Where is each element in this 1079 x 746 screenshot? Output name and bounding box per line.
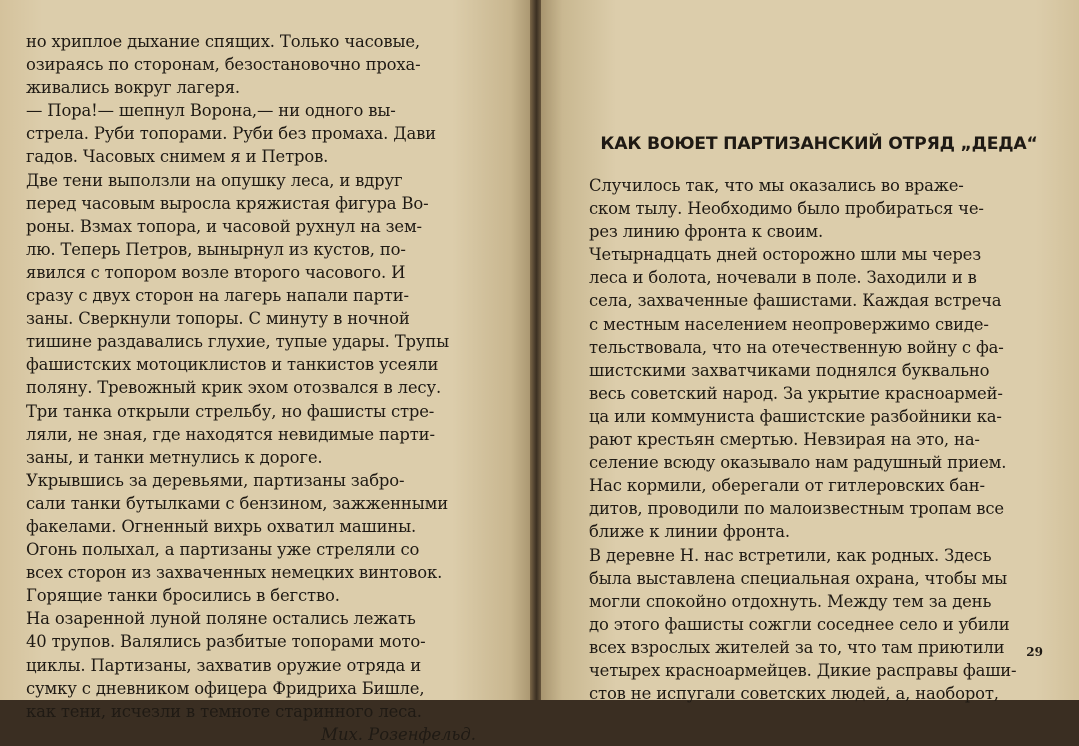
left-paragraph-4: Укрывшись за деревьями, партизаны забро- сали танки бутылками с бензином, зажженными факелами. Огненный вихрь охватил машины. Огонь полыхал, а партизаны уже стреляли со всех сторон из захваченных немецких винтовок. Горящие танки бросились в бегство. [26, 470, 448, 606]
right-paragraph-2: Четырнадцать дней осторожно шли мы через леса и болота, ночевали в поле. Заходили и в села, захваченные фашистами. Каждая встреча с местным населением неопровержимо свиде- тельствовала, что на отечественную войну с фа- шистскими захватчиками поднялся буквально весь советский народ. За укрытие красноармей- ца или коммуниста фашистские разбойники ка- рают крестьян смертью. Невзирая на это, на- селение всюду оказывало нам радушный прием. Нас кормили, оберегали от гитлеровских бан- дитов, проводили по малоизвестным тропам все ближе к линии фронта. [589, 245, 1007, 542]
left-paragraph-1: но хриплое дыхание спящих. Только часовые, озираясь по сторонам, безостановочно проха- живались вокруг лагеря. [26, 32, 421, 98]
right-paragraph-1: Случилось так, что мы оказались во враже- ском тылу. Необходимо было пробираться че- рез линию фронта к своим. [589, 176, 984, 242]
section-heading: КАК ВОЮЕТ ПАРТИЗАНСКИЙ ОТРЯД „ДЕДА“ [600, 134, 1038, 154]
left-paragraph-5: На озаренной луной поляне остались лежать 40 трупов. Валялись разбитые топорами мото- циклы. Партизаны, захватив оружие отряда и сумку с дневником офицера Фридриха Бишле, как тени, исчезли в темноте старинного леса. [26, 609, 426, 721]
right-page [541, 0, 1079, 704]
left-page [0, 0, 532, 744]
left-paragraph-3: Две тени выползли на опушку леса, и вдруг перед часовым выросла кряжистая фигура Во- роны. Взмах топора, и часовой рухнул на зем- лю. Теперь Петров, вынырнул из кустов, по- явился с топором возле второго часового. И сразу с двух сторон на лагерь напали парти- заны. Сверкнули топоры. С минуту в ночной тишине раздавались глухие, тупые удары. Трупы фашистских мотоциклистов и танкистов усеяли поляну. Тревожный крик эхом отозвался в лесу. Три танка открыли стрельбу, но фашисты стре- ляли, не зная, где находятся невидимые парти- заны, и танки метнулись к дороге. [26, 170, 449, 467]
author-signature: Мих. Розенфельд. [321, 724, 476, 744]
right-paragraph-3: В деревне Н. нас встретили, как родных. Здесь была выставлена специальная охрана, чтобы мы могли спокойно отдохнуть. Между тем за день до этого фашисты сожгли соседнее село и убили всех взрослых жителей за то, что там приютили четырех красноармейцев. Дикие расправы фаши- стов не испугали советских людей, а, наоборот, [589, 545, 1017, 704]
page-number: 29 [1026, 645, 1043, 659]
left-paragraph-2: — Пора!— шепнул Ворона,— ни одного вы- стрела. Руби топорами. Руби без промаха. Дави гадов. Часовых снимем я и Петров. [26, 101, 436, 167]
